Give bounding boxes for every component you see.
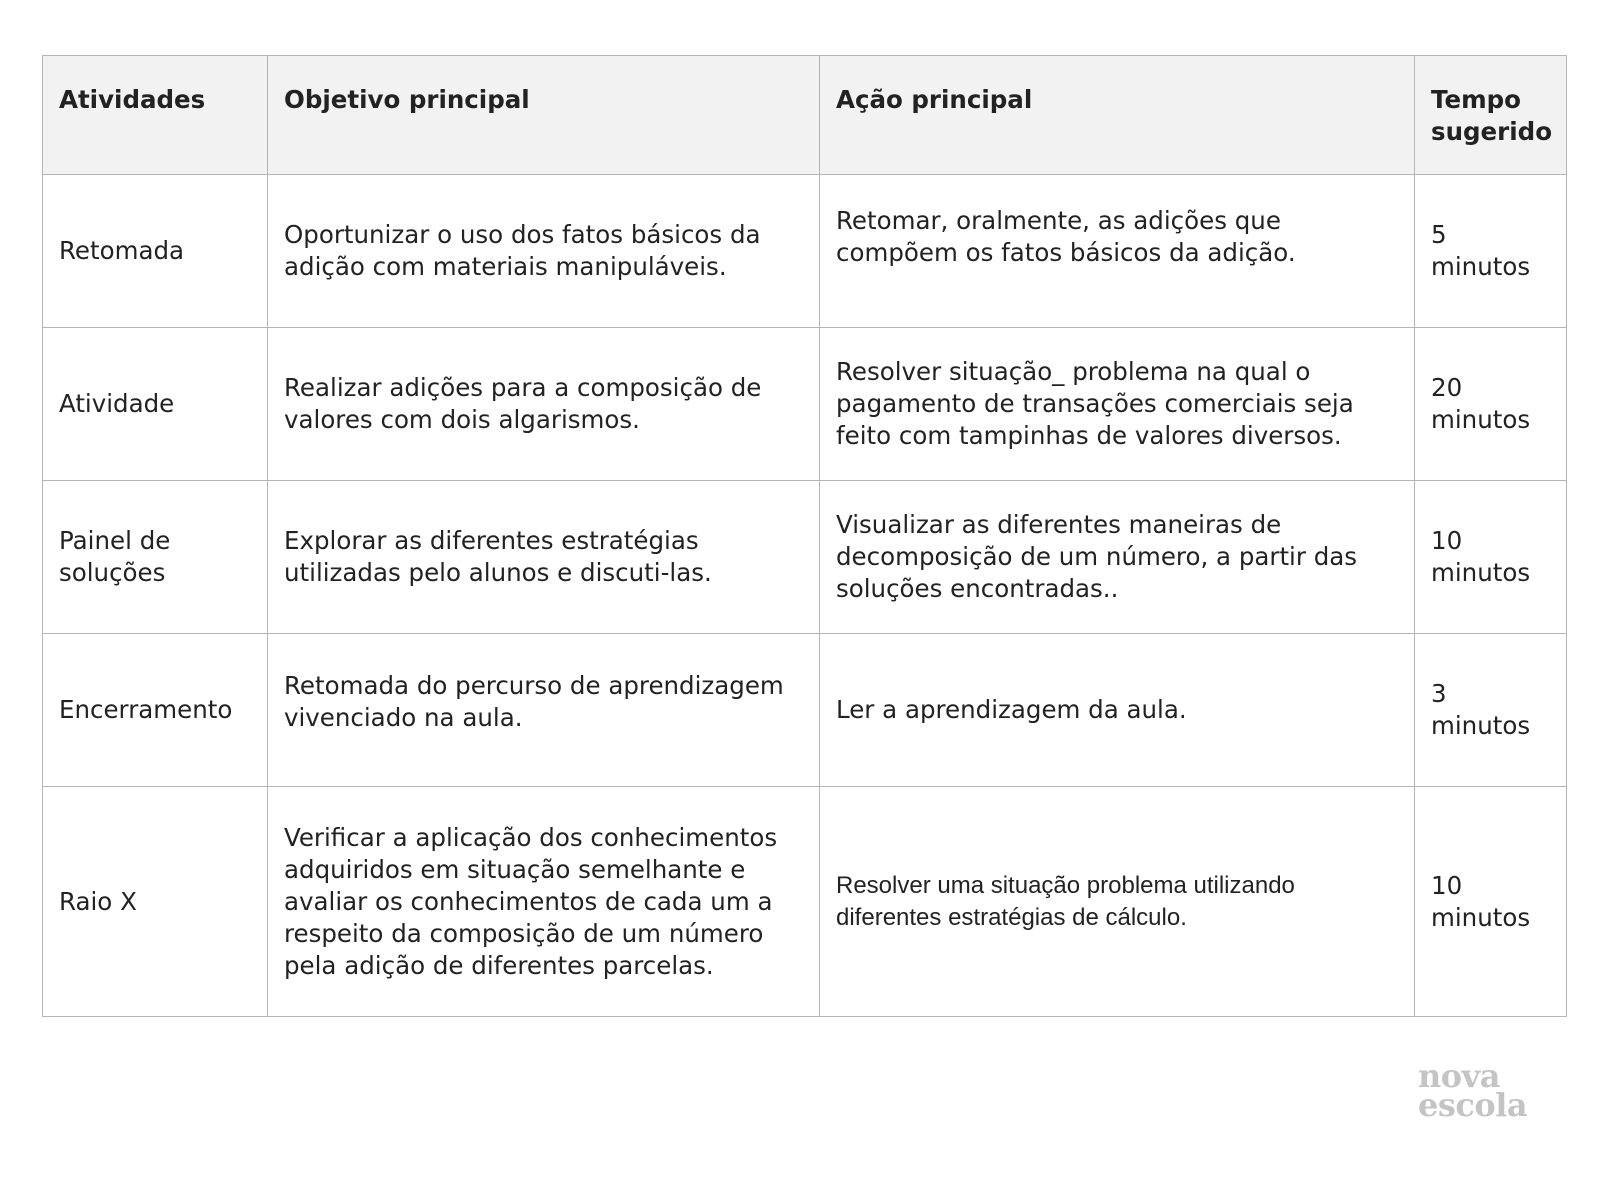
time-cell [1415, 787, 1567, 1017]
nova-escola-logo [1418, 1057, 1548, 1124]
time-text: 5 minutos [1431, 220, 1531, 281]
header-action: Ação principal [820, 56, 1415, 175]
time-text: 20 minutos [1431, 373, 1531, 434]
time-text: 10 minutos [1431, 526, 1531, 587]
objective-cell [268, 175, 820, 328]
time-cell [1415, 634, 1567, 787]
action-cell [820, 481, 1415, 634]
objective-text: Retomada do percurso de aprendizagem vivenciado na aula. [284, 671, 784, 732]
activity-name: Atividade [59, 389, 175, 418]
activity-cell [43, 787, 268, 1017]
table-row [43, 634, 1567, 787]
table-row [43, 328, 1567, 481]
action-cell [820, 787, 1415, 1017]
activity-cell [43, 328, 268, 481]
action-text: Visualizar as diferentes maneiras de decomposição de um número, a partir das soluções encontradas.. [836, 510, 1358, 603]
table-header-row [43, 56, 1567, 175]
header-objective: Objetivo principal [268, 56, 820, 175]
activity-name: Painel de soluções [59, 526, 171, 587]
time-text: 3 minutos [1431, 679, 1531, 740]
time-cell [1415, 328, 1567, 481]
time-cell [1415, 481, 1567, 634]
header-time: Tempo sugerido [1415, 56, 1567, 175]
action-cell [820, 634, 1415, 787]
objective-text: Explorar as diferentes estratégias utilizadas pelo alunos e discuti-las. [284, 526, 712, 587]
action-text: Resolver situação_ problema na qual o pagamento de transações comerciais seja feito com tampinhas de valores diversos. [836, 357, 1354, 450]
activity-cell [43, 481, 268, 634]
logo-line-nova: nova [1418, 1057, 1500, 1095]
objective-text: Realizar adições para a composição de valores com dois algarismos. [284, 373, 762, 434]
objective-cell [268, 481, 820, 634]
objective-cell [268, 787, 820, 1017]
activity-name: Encerramento [59, 695, 233, 724]
action-text: Resolver uma situação problema utilizando diferentes estratégias de cálculo. [836, 871, 1295, 931]
table-row [43, 787, 1567, 1017]
time-text: 10 minutos [1431, 870, 1531, 932]
action-cell [820, 175, 1415, 328]
table-row [43, 481, 1567, 634]
activity-cell [43, 175, 268, 328]
objective-text: Oportunizar o uso dos fatos básicos da adição com materiais manipuláveis. [284, 220, 761, 281]
activity-name: Retomada [59, 236, 185, 265]
objective-text: Verificar a aplicação dos conhecimentos adquiridos em situação semelhante e avaliar os conhecimentos de cada um a respeito da composição de um número pela adição de diferentes parcelas. [284, 822, 778, 980]
action-cell [820, 328, 1415, 481]
table-row [43, 175, 1567, 328]
action-text: Retomar, oralmente, as adições que compõem os fatos básicos da adição. [836, 206, 1296, 267]
time-cell [1415, 175, 1567, 328]
objective-cell [268, 634, 820, 787]
activity-cell [43, 634, 268, 787]
action-text: Ler a aprendizagem da aula. [836, 695, 1187, 724]
objective-cell [268, 328, 820, 481]
lesson-plan-table [42, 55, 1567, 1017]
logo-line-escola: escola [1418, 1086, 1528, 1124]
activity-name: Raio X [59, 886, 137, 916]
header-activities: Atividades [43, 56, 268, 175]
